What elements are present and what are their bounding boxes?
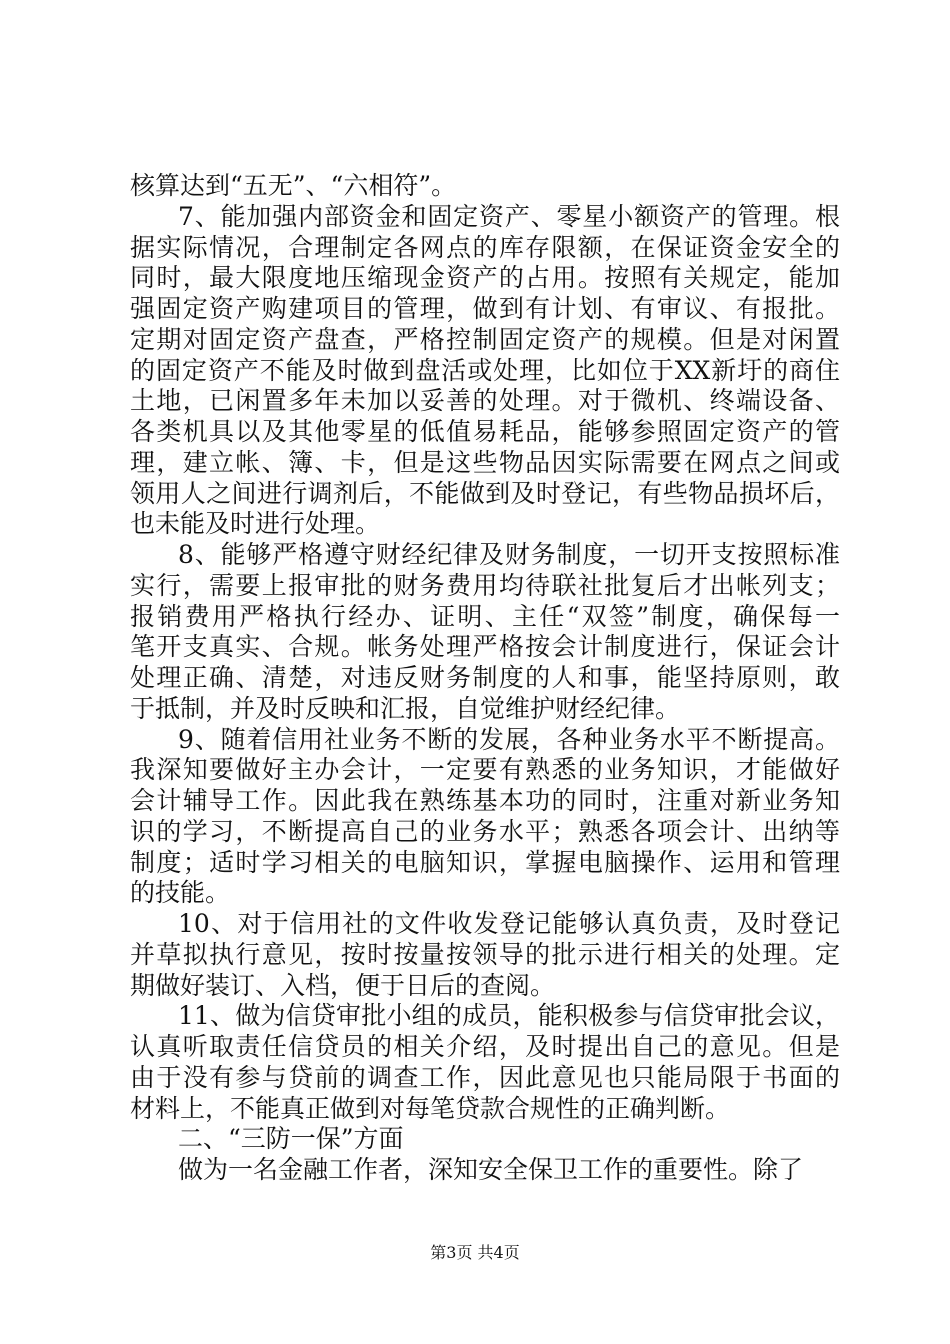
text-line: 由于没有参与贷前的调查工作，因此意见也只能局限于书面的 — [130, 1062, 840, 1092]
text-line: 实行，需要上报审批的财务费用均待联社批复后才出帐列支； — [130, 570, 840, 600]
text-line: 理，建立帐、簿、卡，但是这些物品因实际需要在网点之间或 — [130, 447, 840, 477]
text-line: 二、“三防一保”方面 — [178, 1124, 404, 1154]
page-footer: 第3页 共4页 — [430, 1243, 520, 1262]
text-line: 的固定资产不能及时做到盘活或处理，比如位于XX新圩的商住 — [130, 355, 840, 385]
text-line: 强固定资产购建项目的管理，做到有计划、有审议、有报批。 — [130, 294, 840, 323]
text-line: 核算达到“五无”、“六相符”。 — [130, 171, 457, 200]
text-line: 材料上，不能真正做到对每笔贷款合规性的正确判断。 — [130, 1093, 731, 1123]
paragraph — [130, 171, 840, 202]
text-line: 并草拟执行意见，按时按量按领导的批示进行相关的处理。定 — [130, 939, 840, 969]
text-line: 笔开支真实、合规。帐务处理严格按会计制度进行，保证会计 — [130, 632, 840, 662]
text-line: 认真听取责任信贷员的相关介绍，及时提出自己的意见。但是 — [130, 1032, 840, 1061]
paragraph — [130, 909, 840, 1001]
paragraph — [130, 1001, 840, 1124]
text-line: 会计辅导工作。因此我在熟练基本功的同时，注重对新业务知 — [130, 786, 840, 815]
paragraph — [130, 202, 840, 540]
document-body — [130, 171, 840, 1186]
paragraph — [130, 725, 840, 910]
paragraph — [130, 1155, 840, 1186]
paragraph — [130, 540, 840, 725]
text-line: 11、做为信贷审批小组的成员，能积极参与信贷审批会议， — [178, 1001, 840, 1031]
text-line: 10、对于信用社的文件收发登记能够认真负责，及时登记 — [178, 909, 840, 938]
text-line: 据实际情况，合理制定各网点的库存限额，在保证资金安全的 — [130, 232, 840, 262]
text-line: 也未能及时进行处理。 — [130, 509, 381, 539]
text-line: 做为一名金融工作者，深知安全保卫工作的重要性。除了 — [178, 1155, 804, 1184]
text-line: 定期对固定资产盘查，严格控制固定资产的规模。但是对闲置 — [130, 324, 840, 354]
text-line: 识的学习，不断提高自己的业务水平；熟悉各项会计、出纳等 — [130, 816, 840, 846]
text-line: 领用人之间进行调剂后，不能做到及时登记，有些物品损坏后， — [130, 478, 840, 508]
text-line: 7、能加强内部资金和固定资产、零星小额资产的管理。根 — [178, 201, 840, 231]
text-line: 土地，已闲置多年未加以妥善的处理。对于微机、终端设备、 — [130, 386, 840, 416]
text-line: 于抵制，并及时反映和汇报，自觉维护财经纪律。 — [130, 693, 681, 723]
text-line: 期做好装订、入档，便于日后的查阅。 — [130, 970, 556, 1000]
text-line: 的技能。 — [130, 878, 231, 908]
paragraph — [130, 1124, 840, 1155]
text-line: 9、随着信用社业务不断的发展，各种业务水平不断提高。 — [178, 724, 840, 754]
text-line: 制度；适时学习相关的电脑知识，掌握电脑操作、运用和管理 — [130, 847, 840, 877]
text-line: 8、能够严格遵守财经纪律及财务制度，一切开支按照标准 — [178, 540, 840, 569]
text-line: 报销费用严格执行经办、证明、主任“双签”制度，确保每一 — [130, 601, 840, 631]
text-line: 处理正确、清楚，对违反财务制度的人和事，能坚持原则，敢 — [130, 663, 840, 692]
text-line: 我深知要做好主办会计，一定要有熟悉的业务知识，才能做好 — [130, 755, 840, 785]
text-line: 同时，最大限度地压缩现金资产的占用。按照有关规定，能加 — [130, 263, 840, 293]
text-line: 各类机具以及其他零星的低值易耗品，能够参照固定资产的管 — [130, 417, 840, 446]
